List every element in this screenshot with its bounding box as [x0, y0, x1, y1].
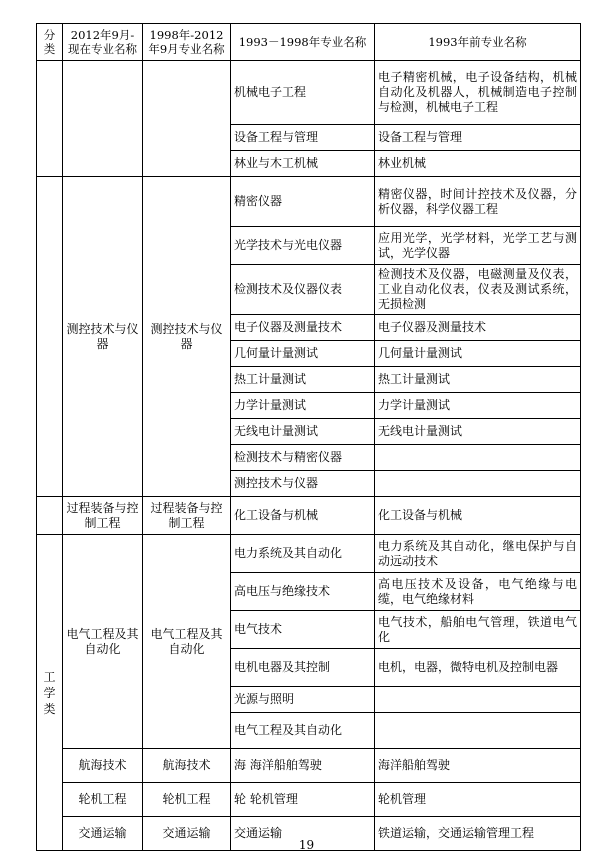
pre-1993-major-cell: 精密仪器，时间计控技术及仪器，分析仪器，科学仪器工程	[375, 177, 581, 227]
1993-1998-major-cell: 电气技术	[231, 611, 375, 649]
pre-1993-major-cell: 电机，电器，微特电机及控制电器	[375, 649, 581, 687]
1993-1998-major-cell: 力学计量测试	[231, 393, 375, 419]
pre-1993-major-cell: 电气技术，船舶电气管理，铁道电气化	[375, 611, 581, 649]
table-row	[37, 783, 581, 817]
category-cell	[37, 177, 63, 497]
1993-1998-major-cell: 设备工程与管理	[231, 125, 375, 151]
pre-1993-major-cell: 几何量计量测试	[375, 341, 581, 367]
1998-2012-major-cell: 过程装备与控制工程	[143, 497, 231, 535]
pre-1993-major-cell: 力学计量测试	[375, 393, 581, 419]
pre-1993-major-cell	[375, 687, 581, 713]
pre-1993-major-cell: 轮机管理	[375, 783, 581, 817]
current-major-cell: 测控技术与仪器	[63, 177, 143, 497]
1993-1998-major-cell: 测控技术与仪器	[231, 471, 375, 497]
pre-1993-major-cell: 高电压技术及设备，电气绝缘与电缆，电气绝缘材料	[375, 573, 581, 611]
pre-1993-major-cell: 林业机械	[375, 151, 581, 177]
1993-1998-major-cell: 化工设备与机械	[231, 497, 375, 535]
pre-1993-major-cell: 应用光学，光学材料，光学工艺与测试，光学仪器	[375, 227, 581, 265]
header-1998-2012-major: 1998年-2012年9月专业名称	[143, 24, 231, 61]
pre-1993-major-cell	[375, 713, 581, 749]
pre-1993-major-cell: 铁道运输，交通运输管理工程	[375, 817, 581, 851]
1993-1998-major-cell: 检测技术及仪器仪表	[231, 265, 375, 315]
pre-1993-major-cell: 海洋船舶驾驶	[375, 749, 581, 783]
current-major-cell: 交通运输	[63, 817, 143, 851]
1993-1998-major-cell: 检测技术与精密仪器	[231, 445, 375, 471]
category-label: 工学类	[43, 669, 56, 716]
pre-1993-major-cell: 热工计量测试	[375, 367, 581, 393]
1993-1998-major-cell: 电机电器及其控制	[231, 649, 375, 687]
pre-1993-major-cell: 设备工程与管理	[375, 125, 581, 151]
table-row	[37, 535, 581, 573]
header-pre-1993-major: 1993年前专业名称	[375, 24, 581, 61]
header-current-major: 2012年9月-现在专业名称	[63, 24, 143, 61]
1993-1998-major-cell: 光学技术与光电仪器	[231, 227, 375, 265]
1998-2012-major-cell: 航海技术	[143, 749, 231, 783]
current-major-cell: 电气工程及其自动化	[63, 535, 143, 749]
current-major-cell: 过程装备与控制工程	[63, 497, 143, 535]
current-major-cell: 轮机工程	[63, 783, 143, 817]
1993-1998-major-cell: 海 海洋船舶驾驶	[231, 749, 375, 783]
table-row	[37, 497, 581, 535]
current-major-cell	[63, 61, 143, 177]
major-correspondence-table	[36, 23, 581, 851]
1993-1998-major-cell: 精密仪器	[231, 177, 375, 227]
page-number: 19	[298, 838, 315, 852]
1998-2012-major-cell: 交通运输	[143, 817, 231, 851]
header-category: 分类	[37, 24, 63, 61]
1993-1998-major-cell: 交通运输	[231, 817, 375, 851]
1993-1998-major-cell: 无线电计量测试	[231, 419, 375, 445]
1993-1998-major-cell: 电子仪器及测量技术	[231, 315, 375, 341]
1998-2012-major-cell	[143, 61, 231, 177]
pre-1993-major-cell: 无线电计量测试	[375, 419, 581, 445]
category-cell	[37, 61, 63, 177]
header-1993-1998-major: 1993－1998年专业名称	[231, 24, 375, 61]
1993-1998-major-cell: 电气工程及其自动化	[231, 713, 375, 749]
1993-1998-major-cell: 轮 轮机管理	[231, 783, 375, 817]
1993-1998-major-cell: 几何量计量测试	[231, 341, 375, 367]
current-major-cell: 航海技术	[63, 749, 143, 783]
table-row	[37, 61, 581, 125]
1998-2012-major-cell: 轮机工程	[143, 783, 231, 817]
1998-2012-major-cell: 测控技术与仪器	[143, 177, 231, 497]
table-row	[37, 749, 581, 783]
1993-1998-major-cell: 林业与木工机械	[231, 151, 375, 177]
pre-1993-major-cell: 化工设备与机械	[375, 497, 581, 535]
header-row	[37, 24, 581, 61]
pre-1993-major-cell: 电子仪器及测量技术	[375, 315, 581, 341]
1993-1998-major-cell: 光源与照明	[231, 687, 375, 713]
table-row	[37, 177, 581, 227]
pre-1993-major-cell: 检测技术及仪器，电磁测量及仪表，工业自动化仪表，仪表及测试系统，无损检测	[375, 265, 581, 315]
pre-1993-major-cell: 电子精密机械，电子设备结构，机械自动化及机器人，机械制造电子控制与检测，机械电子工程	[375, 61, 581, 125]
category-cell	[37, 497, 63, 535]
1993-1998-major-cell: 机械电子工程	[231, 61, 375, 125]
1993-1998-major-cell: 热工计量测试	[231, 367, 375, 393]
pre-1993-major-cell	[375, 445, 581, 471]
pre-1993-major-cell	[375, 471, 581, 497]
pre-1993-major-cell: 电力系统及其自动化，继电保护与自动远动技术	[375, 535, 581, 573]
1993-1998-major-cell: 高电压与绝缘技术	[231, 573, 375, 611]
table-body	[37, 24, 581, 851]
1998-2012-major-cell: 电气工程及其自动化	[143, 535, 231, 749]
1993-1998-major-cell: 电力系统及其自动化	[231, 535, 375, 573]
category-cell	[37, 535, 63, 851]
